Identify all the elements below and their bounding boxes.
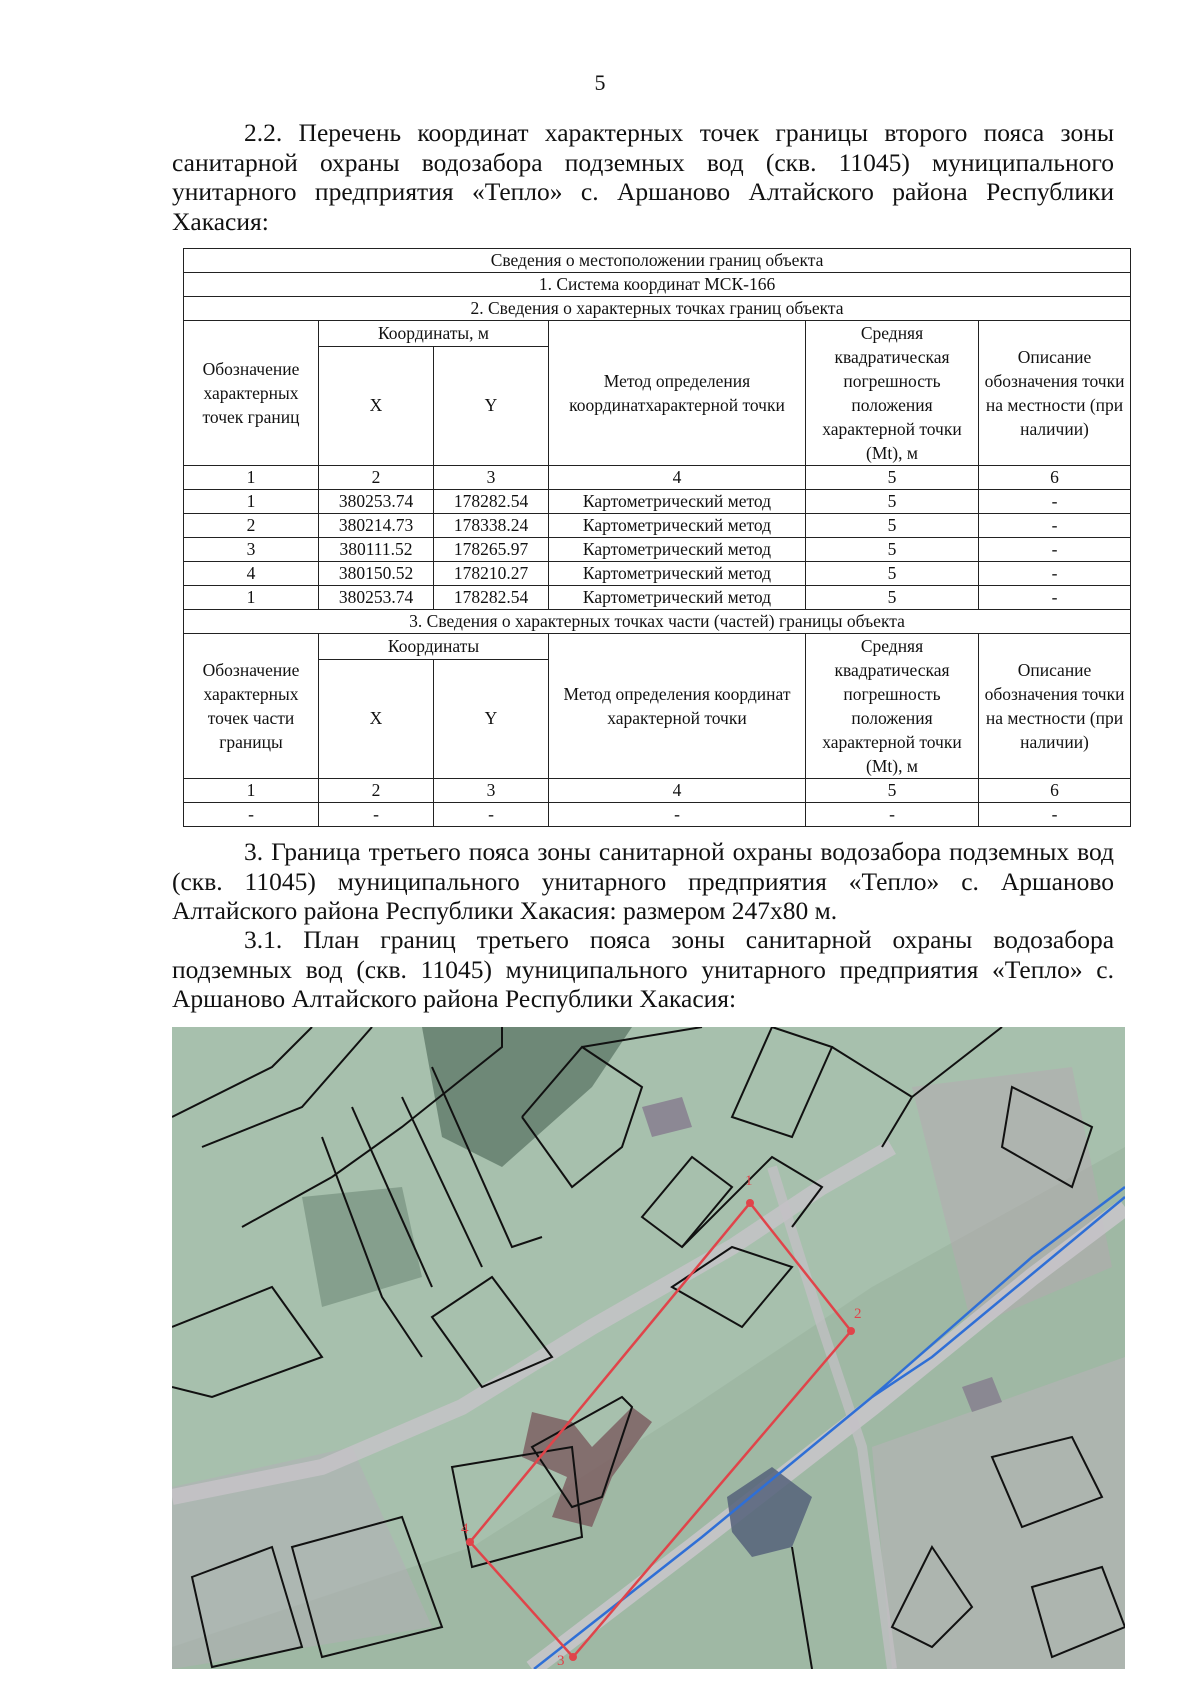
coord-y: 178338.24 bbox=[434, 514, 549, 538]
table-row bbox=[184, 514, 1131, 538]
header-method-part: Метод определения координат характерной точки bbox=[549, 634, 806, 779]
table-row bbox=[184, 490, 1131, 514]
header-error-part: Средняя квадратическая погрешность положения характерной точки (Mt), м bbox=[806, 634, 979, 779]
boundary-point-1 bbox=[746, 1199, 754, 1207]
point-label-1: 1 bbox=[745, 1173, 753, 1189]
error: 5 bbox=[806, 538, 979, 562]
description: - bbox=[979, 490, 1131, 514]
section-3-text: Граница третьего пояса зоны санитарной охраны водозабора подземных вод (скв. 11045) муниципального унитарного предприятия «Тепло» с. Аршаново Алтайского района Республики Хакасия: размером 247х80 м. bbox=[172, 837, 1115, 925]
method: Картометрический метод bbox=[549, 490, 806, 514]
coord-y: 178265.97 bbox=[434, 538, 549, 562]
point-label-2: 2 bbox=[854, 1306, 862, 1322]
point-label-3: 3 bbox=[557, 1653, 565, 1669]
coord-y: 178282.54 bbox=[434, 490, 549, 514]
error: 5 bbox=[806, 562, 979, 586]
column-number: 6 bbox=[979, 779, 1131, 803]
description: - bbox=[979, 514, 1131, 538]
point-id: 4 bbox=[184, 562, 319, 586]
column-number: 5 bbox=[806, 466, 979, 490]
empty-cell: - bbox=[979, 803, 1131, 827]
header-x-part: X bbox=[319, 659, 434, 778]
empty-cell: - bbox=[549, 803, 806, 827]
header-y: Y bbox=[434, 346, 549, 465]
header-method: Метод определения координатхарактерной точки bbox=[549, 321, 806, 466]
header-y-part: Y bbox=[434, 659, 549, 778]
method: Картометрический метод bbox=[549, 538, 806, 562]
table-row bbox=[184, 538, 1131, 562]
header-designation: Обозначение характерных точек границ bbox=[184, 321, 319, 466]
method: Картометрический метод bbox=[549, 514, 806, 538]
column-number: 3 bbox=[434, 466, 549, 490]
column-number: 6 bbox=[979, 466, 1131, 490]
point-label-4: 4 bbox=[461, 1521, 469, 1537]
table-row bbox=[184, 803, 1131, 827]
column-number: 1 bbox=[184, 466, 319, 490]
coord-y: 178210.27 bbox=[434, 562, 549, 586]
section-2-2-paragraph bbox=[172, 118, 1114, 236]
method: Картометрический метод bbox=[549, 586, 806, 610]
section-parts-heading: 3. Сведения о характерных точках части (частей) границы объекта bbox=[184, 610, 1131, 634]
coord-x: 380253.74 bbox=[319, 490, 434, 514]
empty-cell: - bbox=[184, 803, 319, 827]
table-row bbox=[184, 586, 1131, 610]
error: 5 bbox=[806, 490, 979, 514]
header-coordinates-part: Координаты bbox=[319, 634, 549, 660]
section-3-paragraph bbox=[172, 837, 1114, 926]
column-number: 2 bbox=[319, 466, 434, 490]
section-points-heading: 2. Сведения о характерных точках границ объекта bbox=[184, 297, 1131, 321]
header-description: Описание обозначения точки на местности (при наличии) bbox=[979, 321, 1131, 466]
coordinates-table bbox=[183, 248, 1131, 827]
table-title: Сведения о местоположении границ объекта bbox=[184, 249, 1131, 273]
map-canvas bbox=[172, 1027, 1125, 1669]
coord-x: 380150.52 bbox=[319, 562, 434, 586]
column-number: 2 bbox=[319, 779, 434, 803]
section-3-1-number: 3.1. bbox=[244, 925, 283, 954]
point-id: 2 bbox=[184, 514, 319, 538]
column-number: 3 bbox=[434, 779, 549, 803]
table-row bbox=[184, 562, 1131, 586]
error: 5 bbox=[806, 586, 979, 610]
coord-y: 178282.54 bbox=[434, 586, 549, 610]
description: - bbox=[979, 538, 1131, 562]
section-3-number: 3. bbox=[244, 837, 264, 866]
point-id: 1 bbox=[184, 586, 319, 610]
section-3-1-text: План границ третьего пояса зоны санитарной охраны водозабора подземных вод (скв. 11045) муниципального унитарного предприятия «Тепло» с. Аршаново Алтайского района Республики Хакасия: bbox=[172, 925, 1115, 1013]
method: Картометрический метод bbox=[549, 562, 806, 586]
section-3-1-paragraph bbox=[172, 925, 1114, 1014]
empty-cell: - bbox=[434, 803, 549, 827]
header-designation-part: Обозначение характерных точек части границы bbox=[184, 634, 319, 779]
header-error: Средняя квадратическая погрешность положения характерной точки (Mt), м bbox=[806, 321, 979, 466]
point-id: 1 bbox=[184, 490, 319, 514]
coord-x: 380253.74 bbox=[319, 586, 434, 610]
boundary-point-2 bbox=[847, 1327, 855, 1335]
boundary-plan-map bbox=[172, 1027, 1125, 1669]
section-2-2-text: Перечень координат характерных точек границы второго пояса зоны санитарной охраны водозабора подземных вод (скв. 11045) муниципального унитарного предприятия «Тепло» с. Аршаново Алтайского района Республики Хакасия: bbox=[172, 118, 1114, 236]
coordinate-system: 1. Система координат МСК-166 bbox=[184, 273, 1131, 297]
column-number: 4 bbox=[549, 466, 806, 490]
header-description-part: Описание обозначения точки на местности (при наличии) bbox=[979, 634, 1131, 779]
header-x: X bbox=[319, 346, 434, 465]
description: - bbox=[979, 562, 1131, 586]
point-id: 3 bbox=[184, 538, 319, 562]
boundary-point-3 bbox=[569, 1653, 577, 1661]
page-number: 5 bbox=[594, 70, 606, 95]
section-2-2-number: 2.2. bbox=[244, 118, 283, 147]
boundary-point-4 bbox=[466, 1538, 474, 1546]
column-number: 4 bbox=[549, 779, 806, 803]
empty-cell: - bbox=[806, 803, 979, 827]
error: 5 bbox=[806, 514, 979, 538]
empty-cell: - bbox=[319, 803, 434, 827]
column-number: 5 bbox=[806, 779, 979, 803]
coord-x: 380111.52 bbox=[319, 538, 434, 562]
description: - bbox=[979, 586, 1131, 610]
coord-x: 380214.73 bbox=[319, 514, 434, 538]
column-number: 1 bbox=[184, 779, 319, 803]
header-coordinates: Координаты, м bbox=[319, 321, 549, 347]
